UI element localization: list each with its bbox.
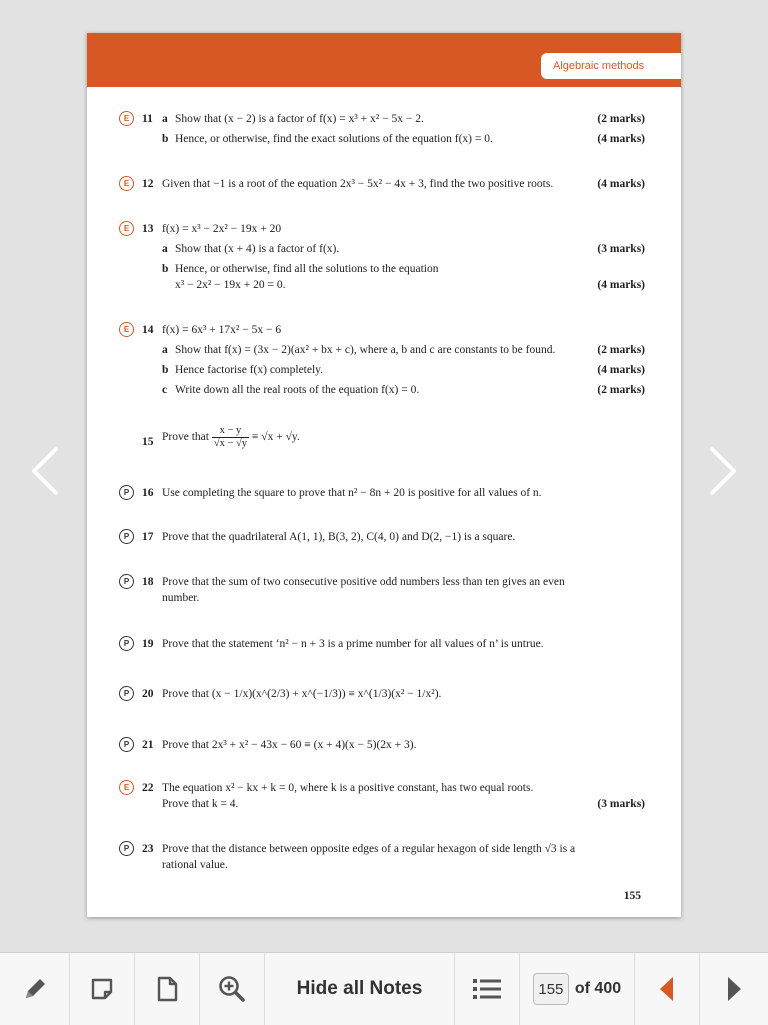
identity-expression: (x − 1/x)(x^(2/3) + x^(−1/3)) ≡ x^(1/3)(x² − 1/x²). [211,688,442,700]
exam-style-badge: E [119,322,134,337]
question-number: 19 [142,638,154,650]
previous-page-icon [658,976,676,1002]
marks: (3 marks) [597,798,645,810]
question-17 [119,529,645,549]
question-21 [119,737,645,757]
page-icon [156,976,178,1002]
question-20 [119,681,645,711]
hide-all-notes-button[interactable]: Hide all Notes [265,953,455,1025]
question-number: 11 [142,113,153,125]
question-stem: f(x) = 6x³ + 17x² − 5x − 6 [162,324,282,336]
exam-style-badge: E [119,111,134,126]
exam-style-badge: E [119,780,134,795]
question-11b: b Hence, or otherwise, find the exact solutions of the equation f(x) = 0. [162,133,493,145]
question-text: Prove that the distance between opposite edges of a regular hexagon of side length √3 is a [162,843,576,855]
add-note-button[interactable] [70,953,135,1025]
zoom-in-button[interactable] [200,953,265,1025]
proof-badge: P [119,529,134,544]
question-12 [119,176,645,196]
question-text-cont: rational value. [162,859,228,871]
sticky-note-icon [90,977,114,1001]
question-text: Prove that the quadrilateral A(1, 1), B(3, 2), C(4, 0) and D(2, −1) is a square. [162,531,516,543]
marks: (4 marks) [597,279,645,291]
reader-toolbar [0,952,768,1025]
question-text: Given that −1 is a root of the equation 2x³ − 5x² − 4x + 3, find the two positive roots. [162,178,554,190]
marks: (4 marks) [597,133,645,145]
question-text: Prove that 2x³ + x² − 43x − 60 ≡ (x + 4)(x − 5)(2x + 3). [162,739,417,751]
proof-badge: P [119,686,134,701]
total-pages-label: of 400 [574,980,622,997]
question-18 [119,574,645,610]
book-page [87,33,681,917]
marks: (4 marks) [597,178,645,190]
question-number: 13 [142,223,154,235]
next-page-button[interactable] [700,953,768,1025]
page-view-button[interactable] [135,953,200,1025]
question-text: Prove that the sum of two consecutive positive odd numbers less than ten gives an even [162,576,565,588]
question-14b: b Hence factorise f(x) completely. [162,364,324,376]
question-14 [119,322,645,402]
section-tag: Algebraic methods [541,53,681,79]
exam-style-badge: E [119,176,134,191]
exam-style-badge: E [119,221,134,236]
proof-badge: P [119,841,134,856]
question-number: 22 [142,782,154,794]
proof-badge: P [119,485,134,500]
question-number: 14 [142,324,154,336]
next-page-icon [725,976,743,1002]
annotate-button[interactable] [0,953,70,1025]
zoom-in-icon [218,975,246,1003]
previous-page-button[interactable] [635,953,700,1025]
marks: (2 marks) [597,384,645,396]
question-11a: a Show that (x − 2) is a factor of f(x) = x³ + x² − 5x − 2. [162,113,424,125]
page-indicator [520,953,635,1025]
question-text-cont: number. [162,592,200,604]
fraction: $\frac{x - y}{√x - √y}$ [213,425,248,449]
question-number: 17 [142,531,154,543]
pencil-icon [22,976,48,1002]
marks: (2 marks) [597,344,645,356]
question-number: 20 [142,688,154,700]
list-icon [472,977,502,1001]
question-16 [119,485,645,505]
chapter-banner [87,33,681,87]
question-11 [119,111,645,151]
question-13b-cont: x³ − 2x² − 19x + 20 = 0. [175,279,286,291]
question-number: 12 [142,178,154,190]
question-14c: c Write down all the real roots of the equation f(x) = 0. [162,384,420,396]
question-15 [119,425,645,459]
proof-badge: P [119,737,134,752]
question-23 [119,841,645,877]
current-page-input[interactable]: 155 [533,973,569,1005]
question-text: The equation x² − kx + k = 0, where k is a positive constant, has two equal roots. [162,782,534,794]
question-text-cont: Prove that k = 4. [162,798,239,810]
next-page-arrow-icon[interactable] [708,446,738,496]
previous-page-arrow-icon[interactable] [30,446,60,496]
marks: (4 marks) [597,364,645,376]
proof-badge: P [119,636,134,651]
question-22 [119,780,645,816]
question-number: 21 [142,739,154,751]
question-number: 18 [142,576,154,588]
question-number: 23 [142,843,154,855]
marks: (3 marks) [597,243,645,255]
question-text: Use completing the square to prove that n² − 8n + 20 is positive for all values of n. [162,487,542,499]
question-text: Prove that the statement ‘n² − n + 3 is a prime number for all values of n’ is untrue. [162,638,544,650]
question-13a: a Show that (x + 4) is a factor of f(x). [162,243,340,255]
question-text: Prove that $\frac{x - y}{√x - √y}$ ≡ √x + √y. [162,425,300,449]
proof-badge: P [119,574,134,589]
marks: (2 marks) [597,113,645,125]
question-stem: f(x) = x³ − 2x² − 19x + 20 [162,223,282,235]
question-13b: b Hence, or otherwise, find all the solutions to the equation [162,263,439,275]
question-text: Prove that (x − 1/x)(x^(2/3) + x^(−1/3)) ≡ x^(1/3)(x² − 1/x²). [162,688,442,700]
question-number: 15 [142,436,154,448]
contents-list-button[interactable] [455,953,520,1025]
question-14a: a Show that f(x) = (3x − 2)(ax² + bx + c), where a, b and c are constants to be found. [162,344,556,356]
question-number: 16 [142,487,154,499]
page-number: 155 [623,890,641,902]
question-19 [119,636,645,656]
question-13 [119,221,645,291]
